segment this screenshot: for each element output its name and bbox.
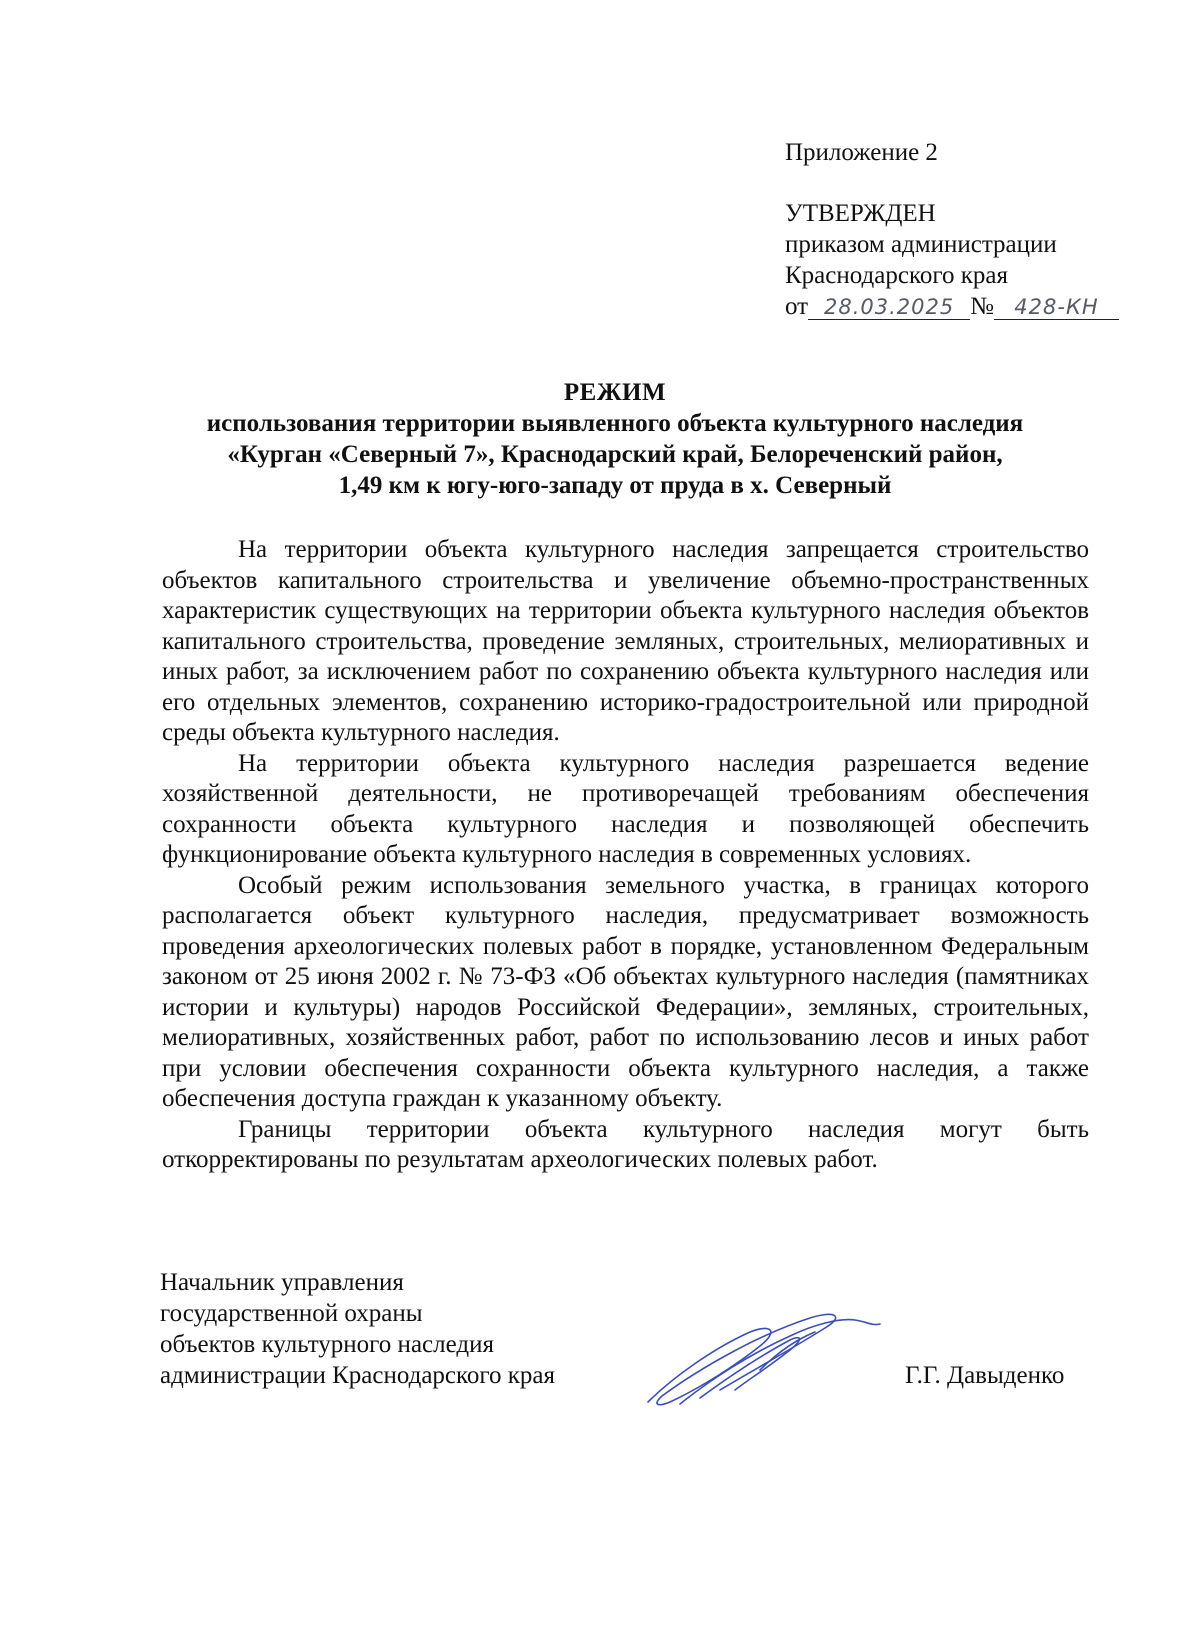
title-line-2: «Курган «Северный 7», Краснодарский край, Белореченский район, [227, 441, 1003, 468]
signatory-position-line-2: государственной охраны [160, 1300, 423, 1327]
approved-label: УТВЕРЖДЕН [785, 200, 936, 227]
document-title [150, 377, 1080, 501]
body-paragraph-4: Границы территории объекта культурного наследия могут быть откорректированы по результатам археологических полевых работ. [162, 1115, 1089, 1173]
signatory-position-line-4: администрации Краснодарского края [160, 1362, 556, 1389]
title-line-1: использования территории выявленного объекта культурного наследия [206, 410, 1024, 437]
approval-block [785, 137, 1119, 322]
handwritten-date: 28.03.2025 [808, 295, 970, 320]
approved-by-order-line1: приказом администрации [785, 231, 1057, 258]
handwritten-signature [640, 1310, 885, 1410]
number-prefix: № [970, 293, 994, 320]
body-paragraph-1: На территории объекта культурного наследия запрещается строительство объектов капитального строительства и увеличение объемно-пространственных характеристик существующих на территории объекта культурного наследия объектов капитального строительства, проведение земляных, строительных, мелиоративных и иных работ, за исключением работ по сохранению объекта культурного наследия или его отдельных элементов, сохранению историко-градостроительной или природной среды объекта культурного наследия. [162, 536, 1089, 746]
body-paragraph-3: Особый режим использования земельного участка, в границах которого располагается объект культурного наследия, предусматривает возможность проведения археологических полевых работ в порядке, установленном Федеральным законом от 25 июня 2002 г. № 73-ФЗ «Об объектах культурного наследия (памятниках истории и культуры) народов Российской Федерации», земляных, строительных, мелиоративных, хозяйственных работ, работ по использованию лесов и иных работ при условии обеспечения сохранности объекта культурного наследия, а также обеспечения доступа граждан к указанному объекту. [162, 871, 1089, 1112]
body-paragraph-2: На территории объекта культурного наследия разрешается ведение хозяйственной деятельности, не противоречащей требованиям обеспечения сохранности объекта культурного наследия и позволяющей обеспечить функционирование объекта культурного наследия в современных условиях. [162, 749, 1089, 868]
document-body [162, 535, 1089, 1176]
approved-by-order-line2: Краснодарского края [785, 262, 1008, 289]
annex-label: Приложение 2 [785, 139, 938, 166]
title-main: РЕЖИМ [563, 379, 667, 406]
signatory-position-line-1: Начальник управления [160, 1269, 404, 1296]
signatory-name: Г.Г. Давыденко [905, 1362, 1065, 1389]
date-prefix: от [785, 293, 809, 320]
signatory-position-line-3: объектов культурного наследия [160, 1331, 494, 1358]
signatory-position [160, 1267, 555, 1391]
handwritten-number: 428-КН [994, 295, 1119, 320]
title-line-3: 1,49 км к югу-юго-западу от пруда в х. Северный [338, 472, 892, 499]
order-date-number-row [785, 291, 1119, 322]
